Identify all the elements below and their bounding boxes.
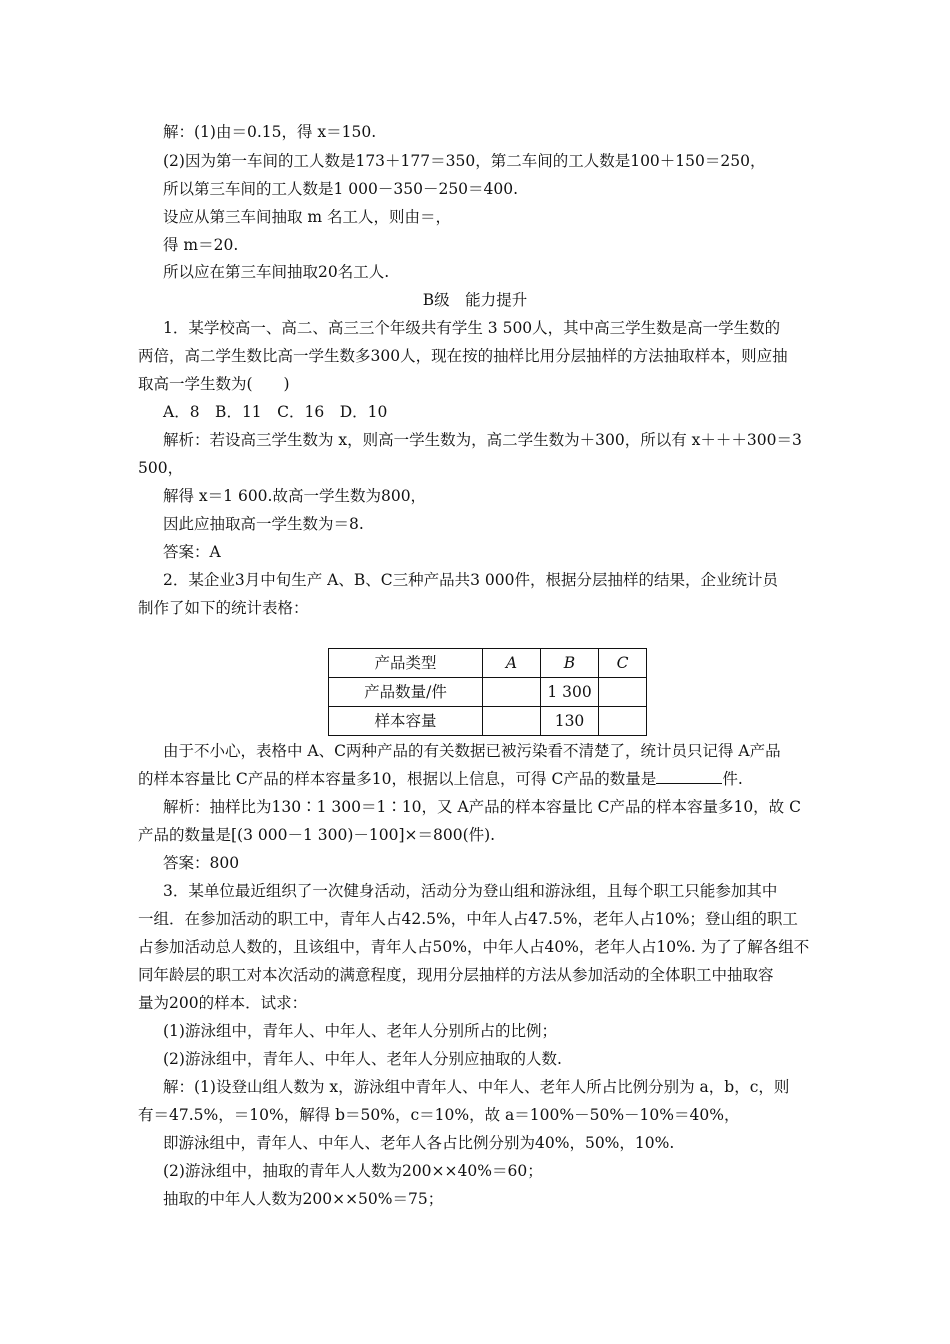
table-row: [329, 707, 647, 736]
table-header-row: [329, 649, 647, 678]
answer-options: A．8 B．11 C．16 D．10: [163, 403, 388, 421]
text-line: 即游泳组中，青年人、中年人、老年人各占比例分别为40%，50%，10%.: [163, 1134, 675, 1152]
table-cell: [599, 678, 647, 707]
text-segment: 件.: [722, 770, 743, 788]
text-line: 量为200的样本．试求：: [138, 994, 308, 1012]
answer-line: 答案：800: [163, 854, 240, 872]
text-line: 3．某单位最近组织了一次健身活动，活动分为登山组和游泳组，且每个职工只能参加其中: [163, 882, 778, 900]
text-line: 所以应在第三车间抽取20名工人.: [163, 263, 390, 281]
text-line: (2)游泳组中，青年人、中年人、老年人分别应抽取的人数.: [163, 1050, 562, 1068]
text-line: 由于不小心，表格中 A、C两种产品的有关数据已被污染看不清楚了，统计员只记得 A产品: [163, 742, 781, 760]
text-line: 500，: [138, 459, 184, 477]
text-line: [138, 769, 743, 789]
text-segment: 的样本容量比 C产品的样本容量多10，根据以上信息，可得 C产品的数量是: [138, 770, 657, 788]
table-header-cell: B: [541, 649, 599, 678]
statistics-table: [328, 648, 647, 736]
table-header-cell: C: [599, 649, 647, 678]
table-cell: 样本容量: [329, 707, 483, 736]
table-cell: [483, 707, 541, 736]
text-line: (2)因为第一车间的工人数是173＋177＝350，第二车间的工人数是100＋150＝250，: [163, 152, 766, 170]
table-cell: [599, 707, 647, 736]
text-line: 解：(1)设登山组人数为 x，游泳组中青年人、中年人、老年人所占比例分别为 a，b，c，则: [163, 1078, 790, 1096]
text-line: 2．某企业3月中旬生产 A、B、C三种产品共3 000件，根据分层抽样的结果，企业统计员: [163, 571, 778, 589]
table-header-cell: 产品类型: [329, 649, 483, 678]
text-line: 解得 x＝1 600.故高一学生数为800，: [163, 487, 427, 505]
text-line: (1)游泳组中，青年人、中年人、老年人分别所占的比例；: [163, 1022, 557, 1040]
text-line: 得 m＝20.: [163, 236, 239, 254]
text-line: 取高一学生数为( ): [138, 375, 290, 393]
text-line: 一组．在参加活动的职工中，青年人占42.5%，中年人占47.5%，老年人占10%；登山组的职工: [138, 910, 798, 928]
answer-line: 答案：A: [163, 543, 221, 561]
text-line: 解析：抽样比为130∶1 300＝1∶10，又 A产品的样本容量比 C产品的样本容量多10，故 C: [163, 798, 801, 816]
text-line: 抽取的中年人人数为200××50%＝75；: [163, 1190, 444, 1208]
text-line: (2)游泳组中，抽取的青年人人数为200××40%＝60；: [163, 1162, 543, 1180]
text-line: 1．某学校高一、高二、高三三个年级共有学生 3 500人，其中高三学生数是高一学生数的: [163, 319, 781, 337]
text-line: 制作了如下的统计表格：: [138, 599, 309, 617]
section-heading: B级 能力提升: [422, 291, 528, 309]
text-line: 两倍，高二学生数比高一学生数多300人，现在按的抽样比用分层抽样的方法抽取样本，则应抽: [138, 347, 788, 365]
table-row: [329, 678, 647, 707]
text-line: 设应从第三车间抽取 m 名工人，则由＝，: [163, 208, 452, 226]
text-line: 占参加活动总人数的，且该组中，青年人占50%，中年人占40%，老年人占10%. 为了了解各组不: [138, 938, 810, 956]
table-cell: [483, 678, 541, 707]
text-line: 解：(1)由＝0.15，得 x＝150.: [163, 123, 377, 141]
table-cell: 130: [541, 707, 599, 736]
table-cell: 产品数量/件: [329, 678, 483, 707]
text-line: 解析：若设高三学生数为 x，则高一学生数为，高二学生数为＋300，所以有 x＋＋＋300＝3: [163, 431, 802, 449]
text-line: 同年龄层的职工对本次活动的满意程度，现用分层抽样的方法从参加活动的全体职工中抽取容: [138, 966, 774, 984]
table-cell: 1 300: [541, 678, 599, 707]
text-line: 有＝47.5%，＝10%，解得 b＝50%，c＝10%，故 a＝100%－50%－10%＝40%，: [138, 1106, 740, 1124]
text-line: 因此应抽取高一学生数为＝8.: [163, 515, 364, 533]
text-line: 所以第三车间的工人数是1 000－350－250＝400.: [163, 180, 519, 198]
fill-in-blank: [656, 769, 722, 784]
table-header-cell: A: [483, 649, 541, 678]
text-line: 产品的数量是[(3 000－1 300)－100]×＝800(件).: [138, 826, 496, 844]
